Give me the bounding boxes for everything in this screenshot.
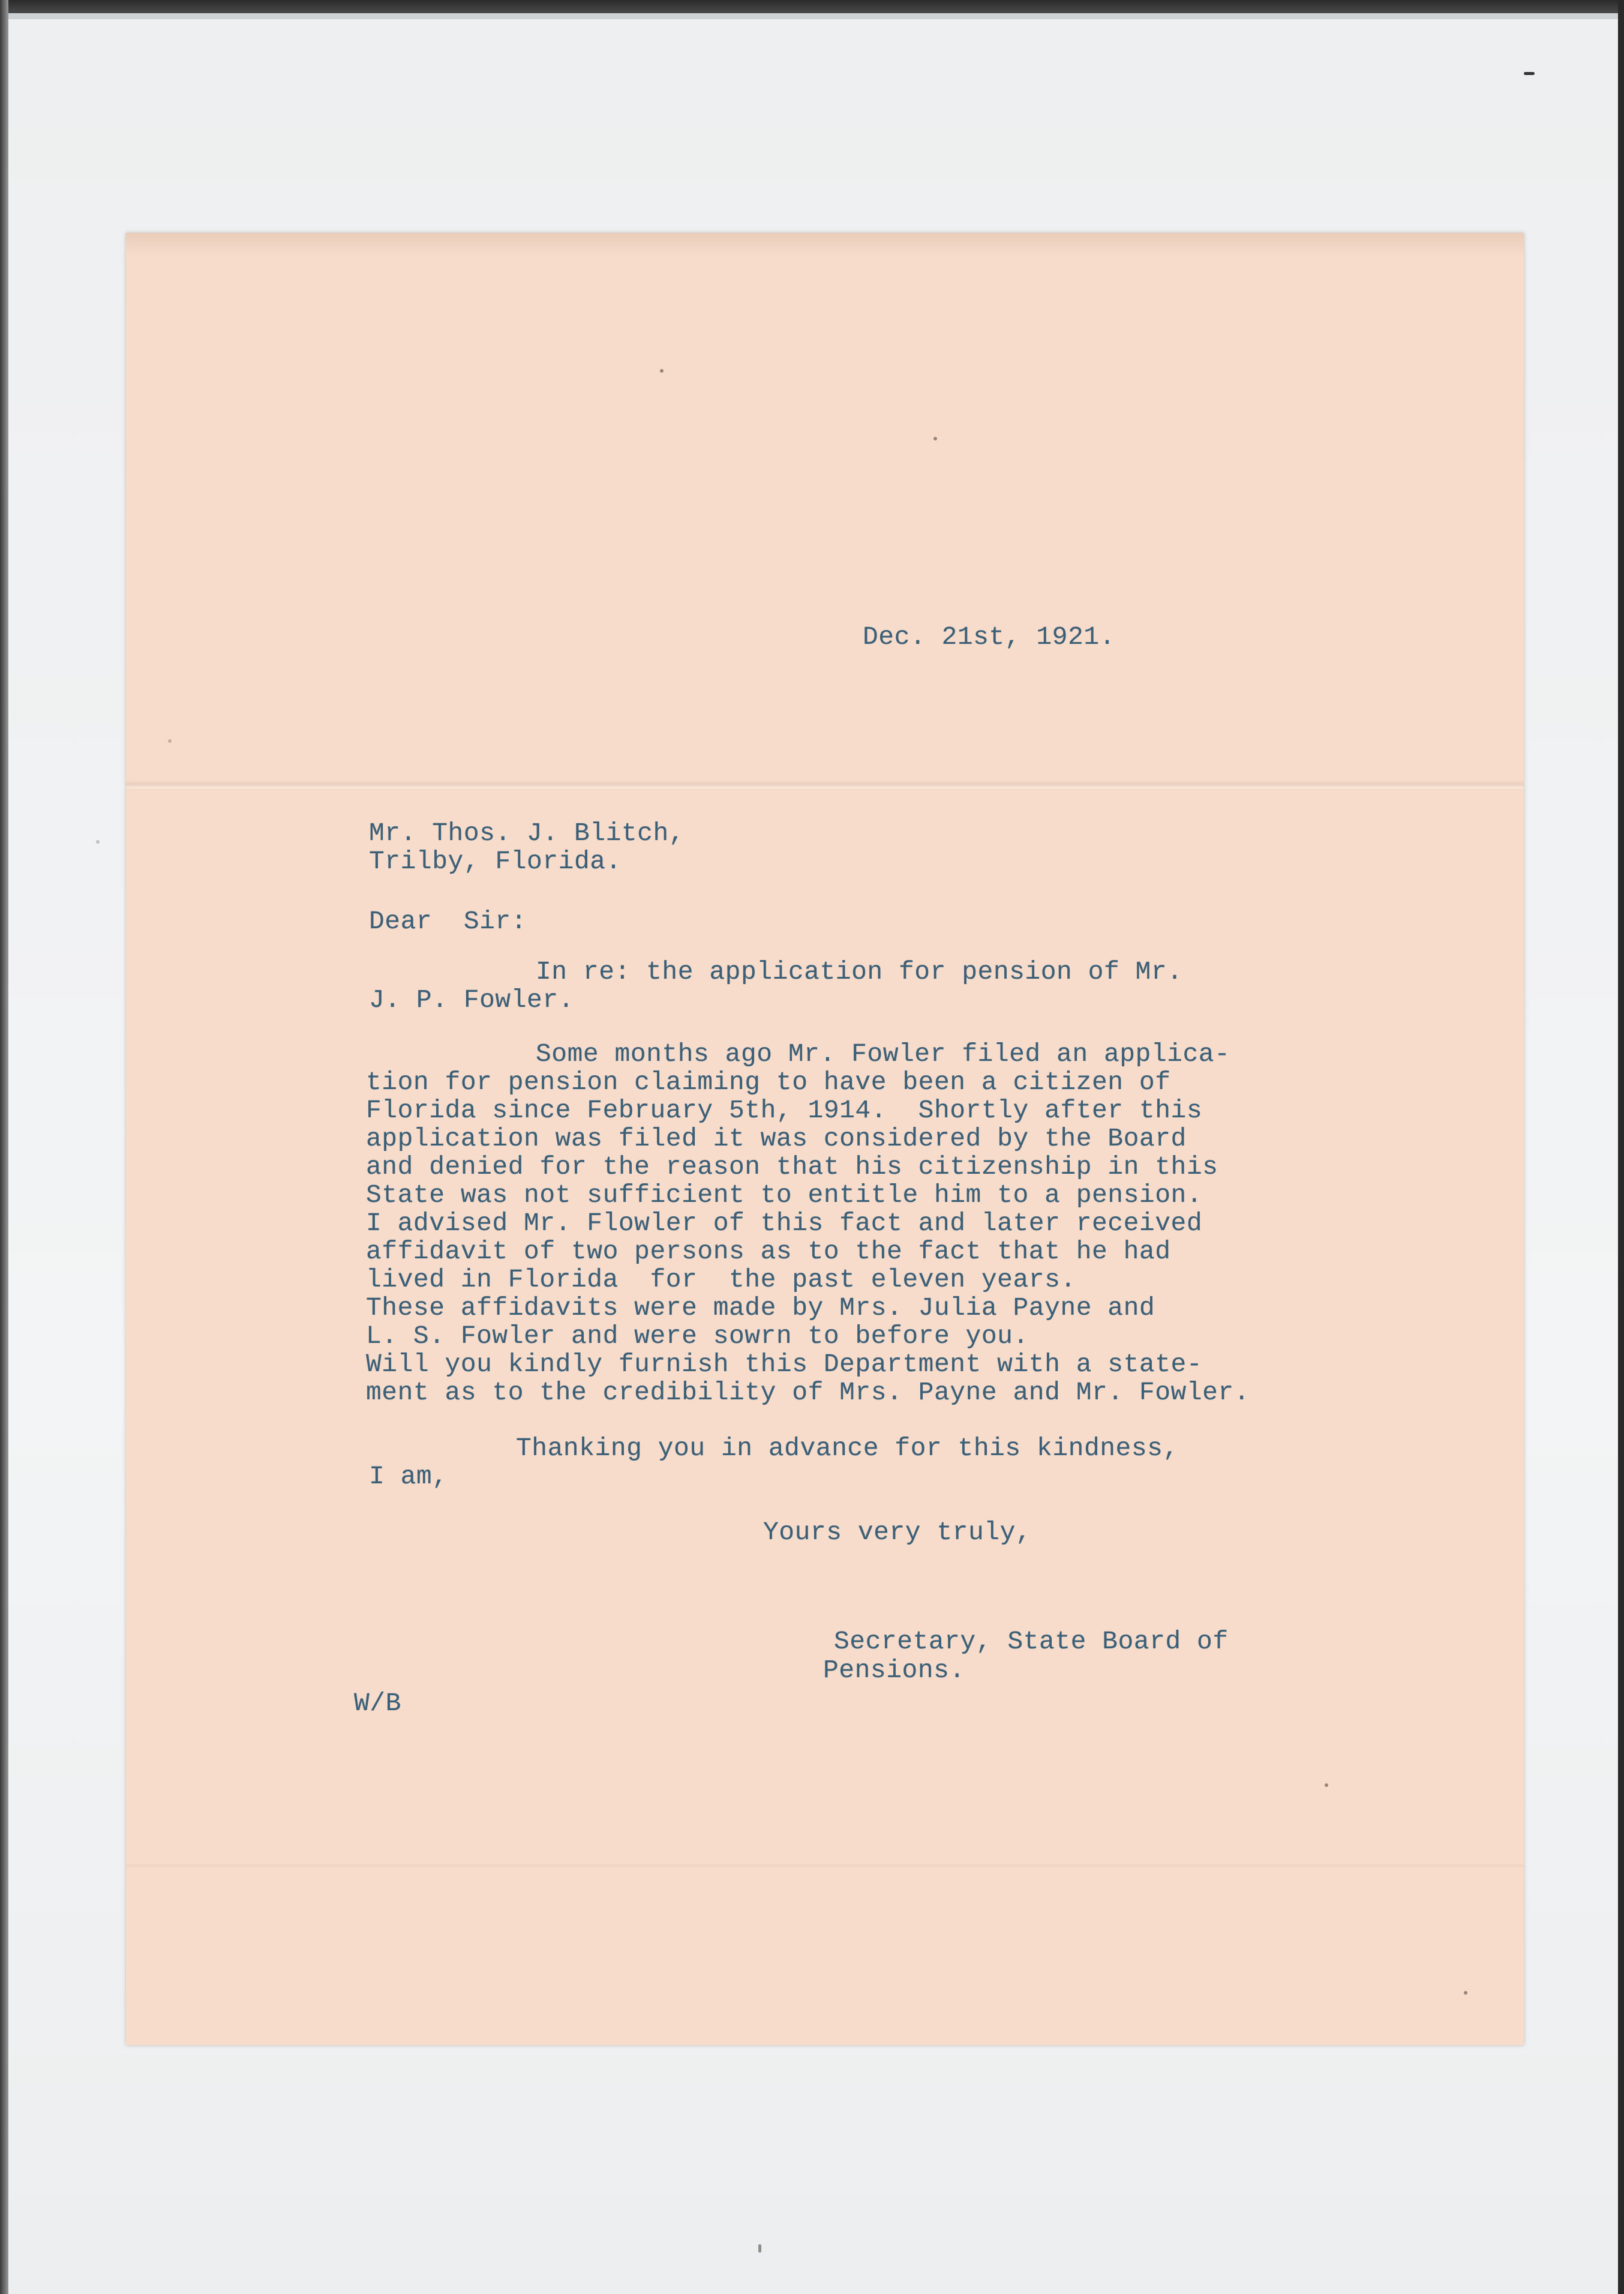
scan-speck <box>933 437 937 440</box>
scan-speck <box>1325 1783 1328 1787</box>
body-line: Will you kindly furnish this Department with a state- <box>366 1350 1203 1379</box>
signature-title-line-1: Secretary, State Board of <box>834 1627 1229 1656</box>
recipient-location: Trilby, Florida. <box>369 847 622 876</box>
complimentary-close: Yours very truly, <box>763 1518 1032 1547</box>
scanner-edge-top <box>0 0 1624 13</box>
scanner-edge-highlight <box>0 13 1624 19</box>
paper-shading <box>126 233 1524 257</box>
body-line: affidavit of two persons as to the fact that he had <box>366 1237 1171 1266</box>
subject-line-2: J. P. Fowler. <box>369 985 574 1015</box>
body-line: tion for pension claiming to have been a citizen of <box>366 1067 1171 1097</box>
subject-line-1: In re: the application for pension of Mr. <box>536 957 1183 986</box>
body-line: and denied for the reason that his citizenship in this <box>366 1152 1218 1182</box>
body-line: ment as to the credibility of Mrs. Payne and Mr. Fowler. <box>366 1378 1250 1407</box>
body-line: lived in Florida for the past eleven years. <box>366 1265 1076 1294</box>
thanks-line: Thanking you in advance for this kindness, <box>516 1434 1179 1463</box>
body-line: Some months ago Mr. Fowler filed an applica- <box>536 1039 1230 1069</box>
paper-fold-crease-lower <box>126 1863 1524 1868</box>
recipient-name: Mr. Thos. J. Blitch, <box>369 818 685 848</box>
scan-speck <box>1464 1991 1467 1995</box>
scanner-edge-left <box>0 0 8 2294</box>
typist-initials: W/B <box>354 1689 401 1718</box>
paper-fold-crease <box>126 780 1524 788</box>
scan-speck <box>660 369 664 373</box>
body-line: L. S. Fowler and were sowrn to before you. <box>366 1321 1029 1351</box>
letter-date: Dec. 21st, 1921. <box>863 622 1115 652</box>
scanner-edge-right <box>1618 0 1624 2294</box>
body-line: I advised Mr. Flowler of this fact and later received <box>366 1209 1203 1238</box>
scan-speck <box>1524 72 1535 75</box>
signature-title-line-2: Pensions. <box>823 1656 965 1685</box>
body-line: Florida since February 5th, 1914. Shortly after this <box>366 1096 1203 1125</box>
scan-speck <box>168 739 172 743</box>
salutation: Dear Sir: <box>369 907 527 936</box>
body-line: State was not sufficient to entitle him to a pension. <box>366 1180 1203 1210</box>
scan-speck <box>96 840 100 844</box>
body-line: These affidavits were made by Mrs. Julia Payne and <box>366 1293 1155 1323</box>
letter-body <box>366 1040 1250 1407</box>
i-am-line: I am, <box>369 1462 448 1491</box>
scan-speck <box>758 2244 761 2253</box>
body-line: application was filed it was considered by the Board <box>366 1124 1187 1153</box>
